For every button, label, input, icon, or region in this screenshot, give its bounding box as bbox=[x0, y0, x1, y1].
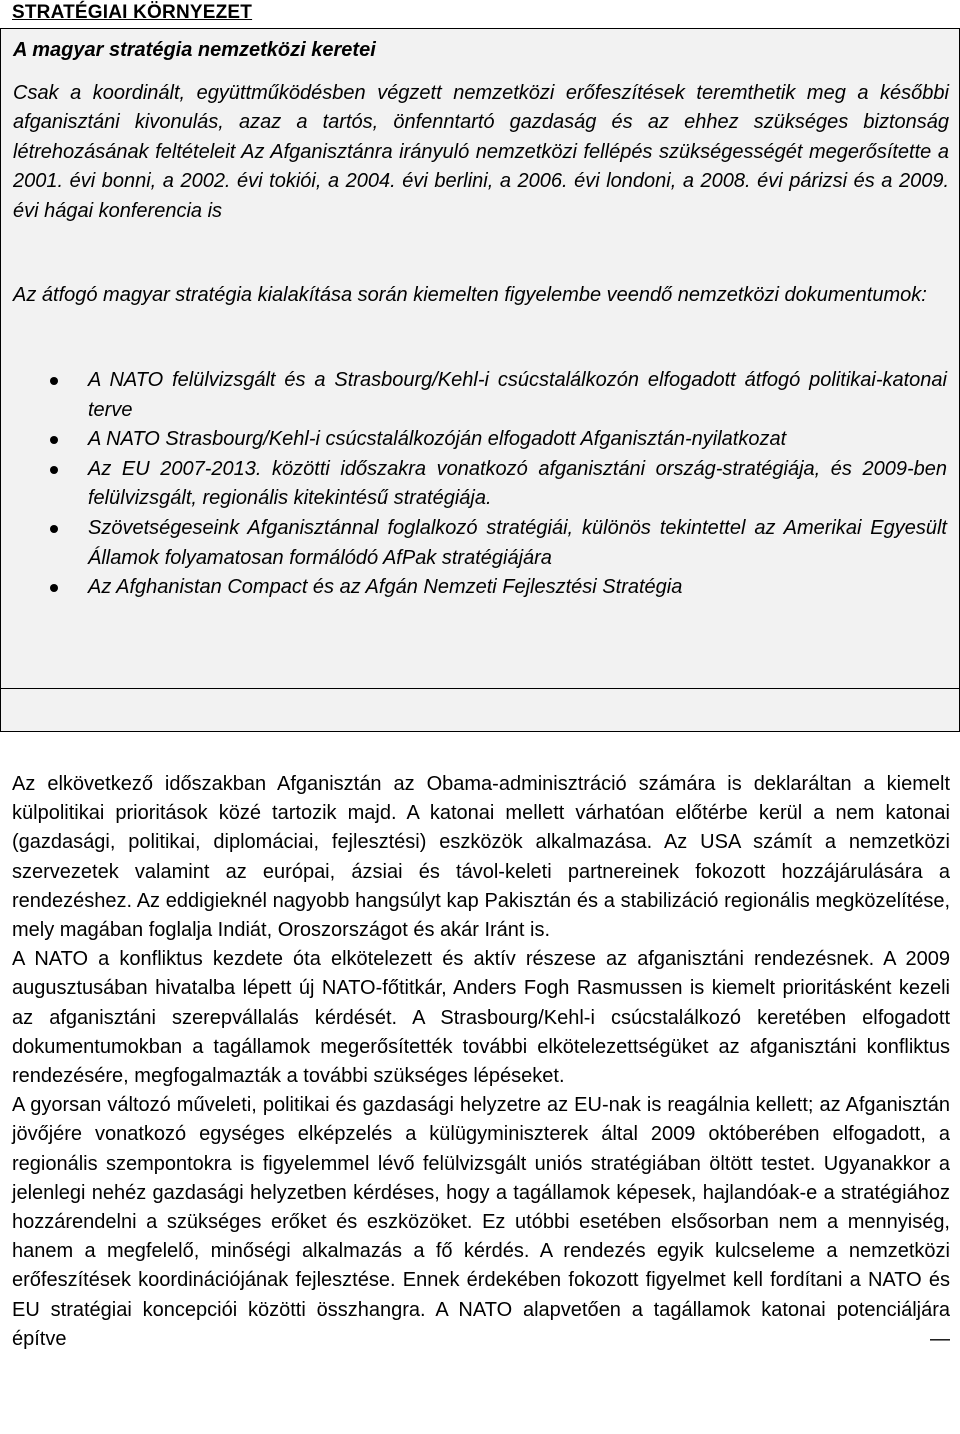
box-paragraph: Csak a koordinált, együttműködésben végzett nemzetközi erőfeszítések teremthetik meg a későbbi afganisztáni kivonulás, azaz a tartós, önfenntartó gazdaság és az ehhez szükséges biztonság létrehozásának feltételeit Az Afganisztánra irányuló nemzetközi fellépés szükségességét megerősítette a 2001. évi bonni, a 2002. évi tokiói, a 2004. évi berlini, a 2006. évi londoni, a 2008. évi párizsi és a 2009. évi hágai konferencia is bbox=[13, 82, 949, 222]
section-heading: STRATÉGIAI KÖRNYEZET bbox=[12, 2, 253, 23]
list-item bbox=[1, 573, 959, 603]
list-item bbox=[1, 366, 959, 425]
list-item bbox=[1, 455, 959, 514]
box-divider bbox=[1, 688, 959, 689]
strategy-frame-box bbox=[0, 28, 960, 732]
paragraph-eu: A gyorsan változó műveleti, politikai és gazdasági helyzetre az EU-nak is reagálnia kellett; az Afganisztán jövőjére vonatkozó egységes elképzelés a külügyminiszterek által 2009 októberében elfogadott, a regionális szempontokra is figyelemmel lévő felülvizsgált uniós stratégiában öltött testet. Ugyanakkor a jelenlegi nehéz gazdasági helyzetben kérdéses, hogy a tagállamok képesek, hajlandóak-e a stratégiához hozzárendelni a szükséges erőket és eszközöket. Ez utóbbi esetében elsősorban nem a mennyiség, hanem a megfelelő, minőségi alkalmazás a fő kérdés. A rendezés egyik kulcseleme a nemzetközi erőfeszítések koordinációjának fejlesztése. Ennek érdekében fokozott figyelmet kell fordítani a NATO és EU stratégiai koncepciói közötti összhangra. A NATO alapvetően a tagállamok katonai potenciáljára építve — bbox=[12, 1094, 950, 1350]
box-title: A magyar stratégia nemzetközi keretei bbox=[13, 39, 376, 61]
list-item-text: Szövetségeseink Afganisztánnal foglalkozó stratégiái, különös tekintettel az Amerikai Egyesült Államok folyamatosan formálódó AfPak stratégiájára bbox=[88, 516, 947, 569]
list-item-text: A NATO Strasbourg/Kehl-i csúcstalálkozóján elfogadott Afganisztán-nyilatkozat bbox=[88, 428, 787, 451]
list-item bbox=[1, 425, 959, 455]
list-item-text: Az Afghanistan Compact és az Afgán Nemzeti Fejlesztési Stratégia bbox=[88, 576, 683, 599]
paragraph-nato: A NATO a konfliktus kezdete óta elkötelezett és aktív részese az afganisztáni rendezésnek. A 2009 augusztusában hivatalba lépett új NATO-főtitkár, Anders Fogh Rasmussen is kiemelt prioritásként kezeli az afganisztáni szerepvállalás kérdését. A Strasbourg/Kehl-i csúcstalálkozó keretében elfogadott dokumentumokban a tagállamok megerősítették további elkötelezettségüket az afganisztáni konfliktus rendezésére, megfogalmazták a további szükséges lépéseket. bbox=[12, 948, 950, 1088]
bullet-icon bbox=[50, 466, 58, 474]
list-item-text: A NATO felülvizsgált és a Strasbourg/Kehl-i csúcstalálkozón elfogadott átfogó politikai-katonai terve bbox=[88, 369, 947, 421]
documents-list bbox=[1, 366, 959, 603]
documents-intro: Az átfogó magyar stratégia kialakítása során kiemelten figyelembe veendő nemzetközi dokumentumok: bbox=[13, 284, 927, 306]
list-item-text: Az EU 2007-2013. közötti időszakra vonatkozó afganisztáni ország-stratégiája, és 2009-ben felülvizsgált, regionális kitekintésű stratégiája. bbox=[88, 457, 947, 510]
body-text bbox=[12, 770, 950, 1354]
paragraph-obama: Az elkövetkező időszakban Afganisztán az Obama-adminisztráció számára is deklaráltan a kiemelt külpolitikai prioritások közé tartozik majd. A katonai mellett várhatóan előtérbe kerül a nem katonai (gazdasági, politikai, diplomáciai, fejlesztési) eszközök alkalmazása. Az USA számít a nemzetközi szervezetek valamint az európai, ázsiai és távol-keleti partnereinek fokozott hozzájárulására a rendezéshez. Az eddigieknél nagyobb hangsúlyt kap Pakisztán és a stabilizáció regionális megközelítése, mely magában foglalja Indiát, Oroszországot és akár Iránt is. bbox=[12, 773, 950, 942]
bullet-icon bbox=[50, 377, 58, 385]
bullet-icon bbox=[50, 525, 58, 533]
list-item bbox=[1, 514, 959, 573]
bullet-icon bbox=[50, 584, 58, 592]
bullet-icon bbox=[50, 436, 58, 444]
